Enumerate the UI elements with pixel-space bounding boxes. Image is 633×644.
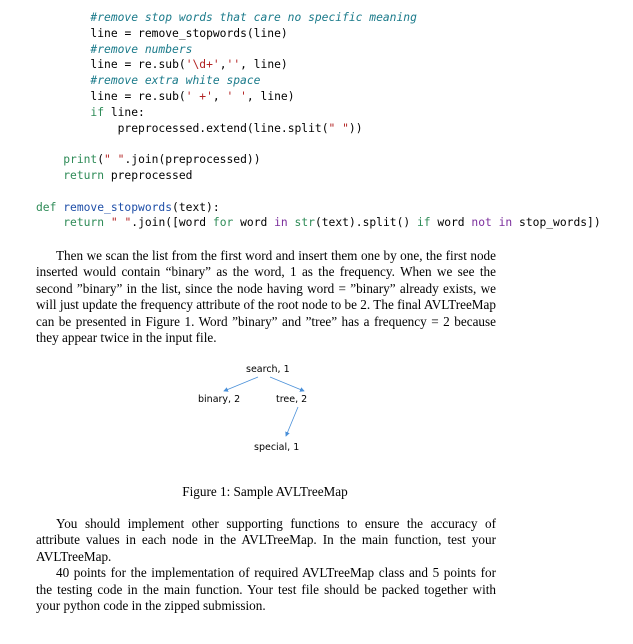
code-token: ,	[212, 89, 227, 103]
code-token: line:	[104, 105, 145, 119]
code-token: return	[63, 168, 105, 182]
code-token: re	[131, 89, 152, 103]
code-token: .	[131, 216, 139, 230]
code-token: =	[124, 89, 132, 103]
code-token: return	[63, 216, 105, 230]
code-token: .	[280, 121, 288, 135]
paragraph-text: Then we scan the list from the first word and insert them one by one, the first node inserted would contain “binary” as the word, 1 as the frequency. When we see the second ”binary” in the list, since the node having word = ”binary” already exists, we will just update the frequency attribute of the root node to be 2. The final AVLTreeMap can be presented in Figure 1. Word ”binary” and ”tree” has a frequency = 2 because they appear twice in the input file.	[36, 248, 496, 346]
code-token	[288, 216, 295, 229]
code-token: remove_stopwords	[63, 200, 173, 214]
code-token: not	[471, 216, 492, 230]
code-token: line	[90, 26, 125, 40]
code-token: .	[355, 216, 363, 230]
code-line	[0, 200, 633, 216]
figure-caption: Figure 1: Sample AVLTreeMap	[182, 484, 348, 499]
code-line	[0, 57, 633, 73]
tree-node-root: search, 1	[246, 364, 290, 375]
code-token: word	[233, 216, 275, 230]
code-line	[0, 184, 633, 200]
code-token: if	[90, 105, 105, 119]
paragraph-avl-insertion	[36, 248, 496, 346]
code-token: stop_words])	[512, 216, 601, 230]
code-token: .	[124, 153, 132, 167]
code-token: (text):	[172, 200, 220, 214]
code-token: in	[498, 216, 513, 230]
code-token: sub(	[158, 89, 186, 103]
code-token: #remove numbers	[90, 42, 193, 56]
code-token: , line)	[246, 89, 295, 103]
code-token: .	[199, 121, 207, 135]
code-line	[0, 168, 633, 184]
code-token: word	[430, 216, 472, 230]
tree-node-left: binary, 2	[198, 394, 241, 405]
tree-node-right-left: special, 1	[254, 442, 300, 453]
code-token: preprocessed	[117, 121, 200, 135]
code-line	[0, 26, 633, 42]
code-token: remove_stopwords(line)	[131, 26, 288, 40]
code-token: def	[36, 200, 57, 214]
code-token: (	[97, 153, 105, 167]
code-token: =	[124, 58, 132, 72]
code-line	[0, 215, 633, 231]
code-token: " "	[110, 216, 132, 230]
code-token: if	[416, 216, 431, 230]
code-token	[104, 216, 111, 229]
code-token: (text)	[314, 216, 356, 230]
code-line	[0, 136, 633, 152]
code-token: ' +'	[185, 89, 213, 103]
code-token: #remove stop words that care no specific meaning	[90, 11, 417, 24]
code-token: '\d+'	[185, 58, 220, 72]
code-token: for	[212, 216, 234, 230]
code-token: ' '	[226, 89, 247, 103]
code-token: preprocessed	[104, 168, 193, 182]
code-line	[0, 42, 633, 58]
tree-node-right: tree, 2	[276, 394, 308, 405]
code-token: in	[274, 216, 288, 230]
code-token: ''	[226, 58, 241, 72]
code-token: extend(line	[206, 121, 281, 135]
code-token: re	[131, 58, 152, 72]
code-token: join(preprocessed))	[131, 153, 261, 167]
code-token: =	[124, 26, 132, 40]
code-token: line	[90, 89, 125, 103]
code-token: str	[294, 216, 315, 230]
code-token: #remove extra white space	[90, 74, 261, 88]
code-token: " "	[328, 121, 349, 135]
avl-tree-diagram	[180, 360, 340, 460]
code-token: split(	[287, 121, 329, 135]
paragraph-requirements	[36, 516, 496, 614]
code-token: .	[151, 58, 159, 72]
code-line	[0, 89, 633, 105]
code-line	[0, 121, 633, 137]
code-token: sub(	[158, 58, 186, 72]
code-token: print	[63, 153, 98, 167]
paragraph-text: You should implement other supporting functions to ensure the accuracy of attribute values in each node in the AVLTreeMap. In the main function, test your AVLTreeMap.	[36, 516, 496, 564]
code-token: .	[151, 89, 159, 103]
code-token: join([word	[138, 216, 213, 230]
code-token: , line)	[240, 58, 288, 72]
paragraph-text: 40 points for the implementation of required AVLTreeMap class and 5 points for the testing code in the main function. Your test file should be packed together with your python code in the zipped submission.	[36, 565, 496, 614]
code-token: split()	[362, 216, 417, 230]
code-token: ,	[219, 58, 227, 72]
code-line	[0, 10, 633, 26]
edge-root-left	[224, 377, 258, 391]
code-line	[0, 152, 633, 168]
code-line	[0, 73, 633, 89]
code-token: " "	[104, 153, 125, 167]
code-token: line	[90, 58, 125, 72]
code-token: ))	[348, 121, 363, 135]
code-block	[0, 10, 633, 231]
code-line	[0, 105, 633, 121]
code-token	[492, 216, 499, 229]
edge-right-left	[286, 407, 298, 436]
edge-root-right	[270, 377, 304, 391]
